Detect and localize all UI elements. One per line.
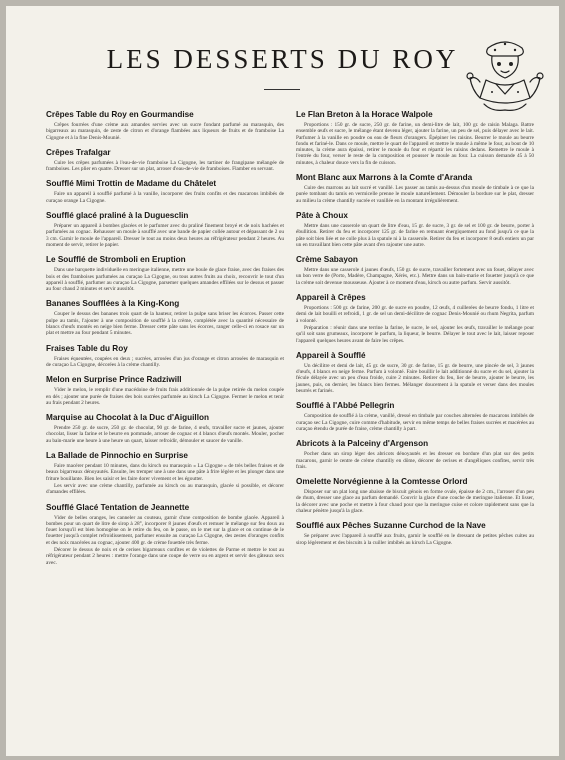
recipe-text: Décorer le dessus de noix et de cerises bigarreaux confites et de violettes de Parme et mettre le tout au réfrigérateur pendant 2 heures : mettre l'orange dans une coupe de verre ou en argent et servir des gâteaux secs avec.: [46, 546, 284, 566]
recipe-section: [46, 299, 284, 336]
recipe-heading: Soufflé Mimi Trottin de Madame du Châtelet: [46, 179, 217, 189]
recipe-heading: Crêpes Trafalgar: [46, 147, 111, 157]
recipe-heading: Melon en Surprise Prince Radziwill: [46, 375, 182, 385]
recipe-section: [46, 413, 284, 444]
recipe-text: Proportions : 150 gr. de sucre, 250 gr. de farine, un demi-litre de lait, 100 gr. de raisin Malaga. Battre ensemble œufs et sucre, le mélange étant devenu léger, ajouter la farine, un peu de sel, puis délayer avec le lait. Parfumer à la vanille en poudre ou eau de fleurs d'orangers. Épépiner les raisins. Beurrer le moule au beurre fondu et fariné-le. Dans ce moule, mettre le quart de l'appareil et mettre le moule à même le four, au bout de 10 minutes, la crème aura épaissi, retirer le moule du four et répartir les raisins dedans. Remettre le moule à l'entrée du four, verser le reste de la composition et pousser le moule au four. La cuisson demande 45 à 50 minutes, à chaleur douce vers la fin de cuisson.: [296, 122, 534, 166]
recipe-heading: Marquise au Chocolat à la Duc d'Aiguillon: [46, 413, 209, 423]
recipe-section: [296, 477, 534, 514]
recipe-text: Se préparer avec l'appareil à soufflé aux fruits, garnir le soufflé en le dressant de petites pêches cuites au sirop légèrement et des biscuits à la cuiller imbibés au kirsch La Cigogne.: [296, 533, 534, 546]
recipe-text: Fraises équeutées, coupées en deux ; sucrées, arrosées d'un jus d'orange et citron arrosées de marasquin et de curaçao La Cigogne, décorées à la crème chantilly.: [46, 355, 284, 368]
recipe-section: [296, 351, 534, 394]
recipe-heading: Crème Sabayon: [296, 255, 358, 265]
recipe-section: [296, 110, 534, 166]
recipe-text: Mettre dans une casserole un quart de litre d'eau, 15 gr. de sucre, 3 gr. de sel et 100 gr. de beurre, porter à ébullition. Retirer du feu et incorporer 125 gr. de farine en remuant énergiquement au fond jusqu'à ce que la pâte soit bien liée et ne colle plus à la spatule ni à la casserole. Retirer du feu et incorporer 8 œufs entiers un par un en travaillant bien cette pâte avant d'en rajouter une autre.: [296, 222, 534, 248]
recipe-heading: La Ballade de Pinnochio en Surprise: [46, 451, 188, 461]
recipe-text: Vider de belles oranges, les canneler au couteau, garnir d'une composition de bombe glacée. Appareil à bombes pour un quart de litre de sirop à 28°, incorporer 8 jaunes d'œufs et remuer le mélange sur feu doux au fouet lorsqu'il est bien homogène on le retire du feu, on le passe, on le met sur la glace et on continue de le fouetter jusqu'à complet refroidissement, parfumer ensuite au curaçao La Cigogne, des zestes d'oranges confits et des noix macérées au cognac, ajouter 400 gr. de crème fouettée très ferme.: [46, 514, 284, 546]
recipe-section: [296, 439, 534, 470]
recipe-heading: Soufflé Glacé Tentation de Jeannette: [46, 502, 190, 512]
recipe-section: [296, 255, 534, 286]
recipe-text: Crêpes fourrées d'une crème aux amandes servies avec un sucre fondant parfumé au marasquin, des bigarreaux au marasquin, de zeste de citron et d'orange flambées aux liqueurs de fruits et de framboise La Cigogne et à la fine Denis-Mounié.: [46, 122, 284, 141]
recipe-text: Couper le dessus des bananes trois quart de la hauteur, retirer la pulpe sans briser les écorces. Passer cette pulpe au tamis, l'ajouter à une composition de soufflé à la crème, complétée avec la quantité nécessaire de blancs d'œufs montés en neige bien ferme. Dresser cette pâte sans les écorces, ranger celle-ci en rosace sur un plat et mettre au four pendant 5 minutes.: [46, 311, 284, 337]
recipe-heading: Appareil à Soufflé: [296, 350, 366, 360]
recipe-text: Un décilitre et demi de lait, 45 gr. de sucre, 30 gr. de farine, 15 gr. de beurre, une pincée de sel, 3 jaunes d'œufs, 4 blancs en neige ferme. Parfum à volonté. Faire bouillir le lait additionné du sucre et du sel, ajouter la fécule délayée avec un peu d'eau froide, cuire 2 minutes. Retirer du feu, lier de beurre, ajouter le beurre, les jaunes, puis, on dernier, les blancs bien fermes. Mélanger doucement à la spatule et verser dans des moules beurrés et farinés.: [296, 362, 534, 395]
page-title: LES DESSERTS DU ROY: [106, 44, 459, 74]
recipe-section: [46, 179, 284, 204]
recipe-text: Cuire des marrons au lait sucré et vanillé. Les passer au tamis au-dessus d'un moule de timbale à ce que la purée tombant du tamis en vermicelle prenne le moule naturellement. Démouler la bordure sur le plat, dresser au milieu la crème chantilly sucrée et vanillée en la montant irrégulièrement.: [296, 185, 534, 204]
recipe-heading: Bananes Soufflées à la King-Kong: [46, 299, 180, 309]
recipe-section: [296, 211, 534, 248]
recipe-section: [46, 211, 284, 248]
recipe-text: Faire un appareil à soufflé parfumé à la vanille, incorporer des fruits confits et des macarons imbibés de curaçao orange La Cigogne.: [46, 191, 284, 204]
recipe-heading: Crêpes Table du Roy en Gourmandise: [46, 110, 194, 119]
recipe-text: Préparation : réunir dans une terrine la farine, le sucre, le sel, ajouter les œufs, travailler le mélange pour qu'il soit sans grumeaux, incorporer le parfum, la liqueur, le beurre. Délayer le tout avec le lait, laisser reposer l'appareil quelques heures avant de faire les crêpes.: [296, 324, 534, 344]
recipe-heading: Abricots à la Palceiny d'Argenson: [296, 439, 429, 449]
recipe-heading: Soufflé glacé praliné à la Duguesclin: [46, 211, 189, 221]
recipe-section: [46, 451, 284, 495]
recipe-section: [296, 173, 534, 204]
recipe-heading: Omelette Norvégienne à la Comtesse Orlord: [296, 477, 468, 487]
recipe-text: Dans une barquette individuelle en meringue italienne, mettre une boule de glace fraise, avec des fraises des bois et des framboises parfumées au curaçao La Cigogne, ou tous autres fruits au choix, recouvrir le tout d'un appareil à soufflé, parfumer au curaçao La Cigogne, parsemer quelques amandes effilées sur le dessus et passer au four chaud 2 minutes et servir aussitôt.: [46, 267, 284, 293]
recipe-text: Cuire les crêpes parfumées à l'eau-de-vie framboise La Cigogne, les tartiner de frangipane mélangée de framboises. Les plier en quatre. Dresser sur un plat, arroser d'eau-de-vie de framboises. Flamber en servant.: [46, 159, 284, 173]
recipe-heading: Le Soufflé de Stromboli en Eruption: [46, 255, 186, 265]
recipe-heading: Appareil à Crêpes: [296, 293, 366, 303]
jester-illustration: [466, 34, 544, 114]
recipe-section: [46, 110, 284, 141]
recipe-heading: Soufflé aux Pêches Suzanne Curchod de la Nave: [296, 521, 486, 531]
recipe-section: [296, 401, 534, 432]
recipe-text: Proportions : 500 gr. de farine, 200 gr. de sucre en poudre, 12 œufs, 4 cuillerées de beurre fondu, 1 litre et demi de lait bouilli et refroidi, 1 gr. de sel un demi-décilitre de cognac Denis-Mounié ou rhum Negrita, parfum à volonté.: [296, 305, 534, 324]
recipe-section: [296, 521, 534, 546]
recipe-text: Mettre dans une casserole 4 jaunes d'œufs, 150 gr. de sucre, travailler fortement avec un fouet, délayer avec un bon verre de (Porto, Madère, Champagne, Xérès, etc.). Mettre dans un bain-marie et fouetter jusqu'à ce que la crème soit devenue mousseuse. Ajouter à ce moment d'eau, kirsch ou autre parfum. Servir aussitôt.: [296, 267, 534, 286]
recipe-text: Faire macérer pendant 10 minutes, dans du kirsch ou marasquin « La Cigogne » de très belles fraises et de beaux bigarreaux dénoyautés. Ensuite, les tremper une à une dans une pâte à frire légère et les plonger dans une friture bouillante. Bien les saisir et les faire dorer vivement et les égoutter.: [46, 463, 284, 482]
recipe-text: Vider le melon, le remplir d'une macédoine de fruits frais additionnée de la pulpe retirée du melon coupée en dés ; ajouter une purée de fraises des bois sucrées parfumée au kirsch La Cigogne. Fermer le melon et tenir au frais pendant 2 heures.: [46, 387, 284, 406]
recipe-heading: Mont Blanc aux Marrons à la Comte d'Aranda: [296, 173, 473, 183]
recipe-text: Composition de soufflé à la crème, vanillé, dressé en timbale par couches alternées de macarons imbibés de curaçao sec La Cigogne, cuire comme d'habitude, servir en même temps de belles fraises sucrées et macérées au curaçao étendu de purée de fraise, crème chantilly à part.: [296, 413, 534, 432]
recipe-section: [46, 503, 284, 566]
recipe-heading: Fraises Table du Roy: [46, 343, 128, 353]
recipe-text: Prendre 250 gr. de sucre, 250 gr. de chocolat, 90 gr. de farine, 4 œufs, travailler sucre et jaunes, ajouter chocolat, lisser la farine et le beurre en pommade, arroser de cognac et 4 blancs d'œufs montés. Mouler, pocher au bain-marie une heure à une heure un quart, laisser refroidir, démouler et saucer de vanille.: [46, 425, 284, 444]
recipe-heading: Pâte à Choux: [296, 210, 348, 220]
recipe-section: [46, 344, 284, 369]
recipe-section: [46, 255, 284, 292]
recipes-left-column: [46, 110, 284, 573]
recipe-section: [46, 375, 284, 406]
recipe-text: Disposer sur un plat long une abaisse de biscuit génois en forme ovale, épaisse de 2 cm., l'arroser d'un peu de rhum, dresser une glace au parfum demandé. Couvrir la glace d'une couche de meringue italienne. Et lisser, la décorer avec une poche et mettre à four chaud pour que la meringue cuise et colore rapidement sans que la chaleur pénètre jusqu'à la glace.: [296, 489, 534, 514]
recipe-heading: Soufflé à l'Abbé Pellegrin: [296, 401, 395, 411]
recipe-text: Préparer un appareil à bombes glacées et le parfumer avec du praliné finement broyé et de noix hachées et parfumées au cognac. Rehausser un moule à soufflé avec une bande de papier collée autour et dépassant de 2 ou 3 cm. Garnir le moule de l'appareil. Dresser le tout au moins deux heures au réfrigérateur pendant 2 heures. Au moment de servir, retirer le papier.: [46, 223, 284, 248]
recipes-right-column: [296, 110, 534, 553]
recipe-section: [296, 293, 534, 344]
recipe-section: [46, 148, 284, 173]
recipe-text: Les servir avec une crème chantilly, parfumée au kirsch ou au marasquin, glacée si possible, et décorer d'amandes effilées.: [46, 482, 284, 496]
menu-page: [6, 6, 559, 756]
title-rule: [264, 89, 300, 90]
recipe-heading: Le Flan Breton à la Horace Walpole: [296, 110, 433, 119]
recipe-text: Pocher dans un sirop léger des abricots dénoyautés et les dresser en bordure d'un plat sur des petits macarons, garnir le centre de crème chantilly en dôme, décorer de cerises et d'angéliques confites, servir très frais.: [296, 451, 534, 470]
